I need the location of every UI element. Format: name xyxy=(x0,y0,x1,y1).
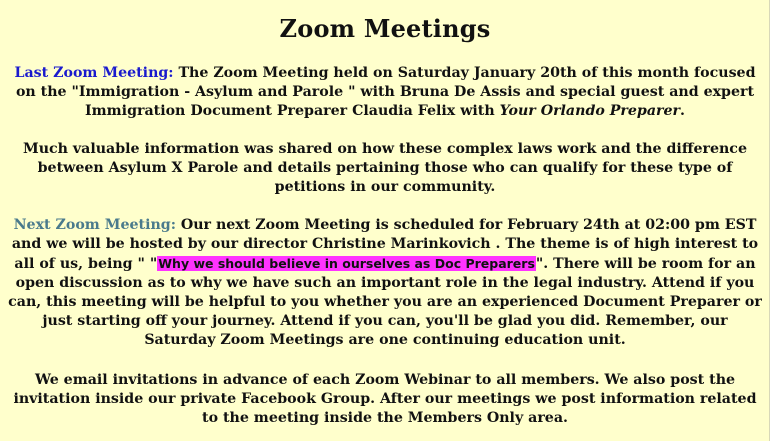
next-meeting-text-before: Our next Zoom Meeting is scheduled for February 24th at 02:00 pm EST and we will be hosted by our director Christine Marinkovich . The theme is of high interest to all of us, being " " xyxy=(11,217,759,272)
invitations-paragraph: We email invitations in advance of each Zoom Webinar to all members. We also post the invitation inside our private Facebook Group. After our meetings we post information related to the meeting inside the Members Only area. xyxy=(13,372,757,426)
next-meeting-paragraph xyxy=(8,216,762,350)
page-title: Zoom Meetings xyxy=(279,14,491,43)
last-meeting-end: . xyxy=(680,103,685,119)
next-meeting-text-after: ". There will be room for an open discussion as to why we have such an important role in the legal industry. Attend if you can, this meeting will be helpful to you whether you are an experienced Document Preparer or just starting off your journey. Attend if you can, you'll be glad you did. Remember, our Saturday Zoom Meetings are one continuing education unit. xyxy=(8,256,762,348)
company-name: Your Orlando Preparer xyxy=(499,103,681,119)
next-meeting-label: Next Zoom Meeting: xyxy=(13,217,176,233)
summary-paragraph: Much valuable information was shared on how these complex laws work and the difference between Asylum X Parole and details pertaining those who can qualify for these type of petitions in our community. xyxy=(23,141,747,195)
last-meeting-paragraph xyxy=(8,64,762,121)
last-meeting-label: Last Zoom Meeting: xyxy=(14,65,174,81)
last-meeting-text: The Zoom Meeting held on Saturday January 20th of this month focused on the "Immigration - Asylum and Parole " with Bruna De Assis and special guest and expert Immigration Document Preparer Claudia Felix with xyxy=(15,65,756,119)
meeting-theme-highlight: Why we should believe in ourselves as Doc Preparers xyxy=(158,256,535,271)
